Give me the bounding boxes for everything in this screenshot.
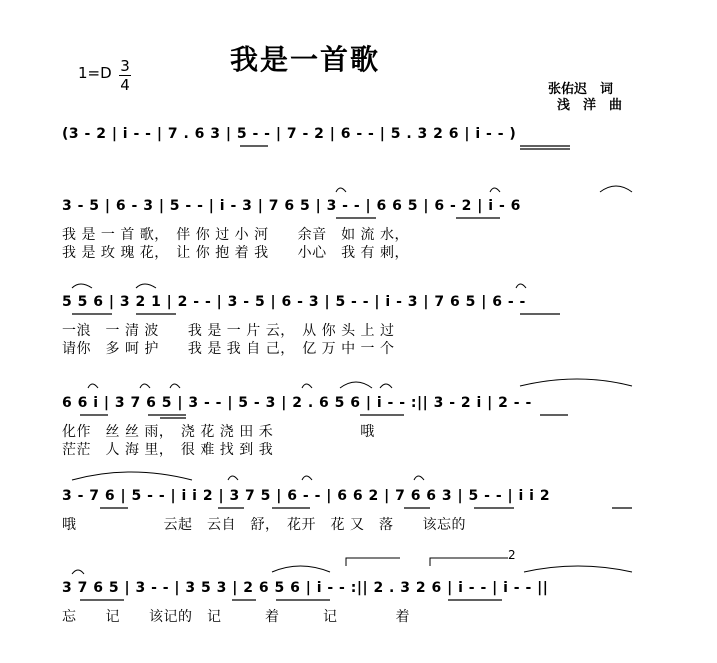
key-signature: 1=D (78, 64, 112, 82)
slur-mark (340, 382, 372, 388)
slur-mark (414, 476, 424, 480)
volta-bracket (430, 558, 508, 566)
slur-mark (524, 566, 632, 572)
slur-mark (490, 188, 500, 192)
lyric-row-4-verse-1: 化作 丝 丝 雨， 浇 花 浇 田 禾 哦 (62, 424, 375, 440)
slur-mark (272, 566, 330, 572)
slur-mark (380, 384, 392, 388)
slur-mark (516, 284, 526, 288)
slur-mark (72, 472, 192, 480)
score-row-2-notes: 3 - 5 | 6 - 3 | 5 - - | i - 3 | 7 6 5 | 3 - - | 6 6 5 | 6 - 2 | i - 6 (62, 198, 521, 214)
slur-mark (302, 476, 312, 480)
lyric-row-6-verse-1: 忘 记 该记的 记 着 记 着 (62, 609, 410, 625)
score-row-4-notes: 6 6 i | 3 7 6 5 | 3 - - | 5 - 3 | 2 . 6 5 6 | i - - :|| 3 - 2 i | 2 - - (62, 395, 532, 411)
score-row-6-notes: 3 7 6 5 | 3 - - | 3 5 3 | 2 6 5 6 | i - - :|| 2 . 3 2 6 | i - - | i - - || (62, 580, 549, 596)
slur-mark (302, 384, 312, 388)
score-row-3-notes: 5 5 6 | 3 2 1 | 2 - - | 3 - 5 | 6 - 3 | 5 - - | i - 3 | 7 6 5 | 6 - - (62, 294, 526, 310)
slur-mark (140, 384, 150, 388)
lyric-row-5-verse-1: 哦 云起 云自 舒， 花开 花 又 落 该忘的 (62, 517, 466, 533)
volta-bracket (346, 558, 400, 566)
lyricist-credit: 张佑迟 词 (548, 82, 614, 97)
slur-mark (228, 476, 238, 480)
slur-mark (520, 379, 632, 386)
time-signature-bottom: 4 (120, 76, 130, 94)
lyric-row-4-verse-2: 茫茫 人 海 里， 很 难 找 到 我 (62, 442, 274, 458)
slur-mark (136, 284, 156, 288)
lyric-row-2-verse-2: 我 是 玫 瑰 花， 让 你 抱 着 我 小心 我 有 刺， (62, 245, 410, 261)
lyric-row-3-verse-1: 一浪 一 清 波 我 是 一 片 云， 从 你 头 上 过 (62, 323, 395, 339)
lyric-row-3-verse-2: 请你 多 呵 护 我 是 我 自 己， 亿 万 中 一 个 (62, 341, 395, 357)
slur-mark (88, 384, 98, 388)
volta-ending-2: 2 (508, 548, 516, 562)
composer-credit: 浅 洋 曲 (557, 98, 623, 113)
slur-mark (170, 384, 180, 388)
slur-mark (72, 284, 92, 288)
score-row-1-notes: (3 - 2 | i - - | 7 . 6 3 | 5 - - | 7 - 2 | 6 - - | 5 . 3 2 6 | i - - ) (62, 126, 517, 142)
score-row-5-notes: 3 - 7 6 | 5 - - | i i 2 | 3 7 5 | 6 - - | 6 6 2 | 7 6 6 3 | 5 - - | i i 2 (62, 488, 551, 504)
lyric-row-2-verse-1: 我 是 一 首 歌， 伴 你 过 小 河 余音 如 流 水， (62, 227, 410, 243)
slur-mark (336, 188, 346, 192)
time-signature-top: 3 (120, 57, 130, 75)
song-title: 我是一首歌 (230, 43, 381, 76)
slur-mark (600, 186, 632, 192)
slur-mark (72, 570, 84, 574)
